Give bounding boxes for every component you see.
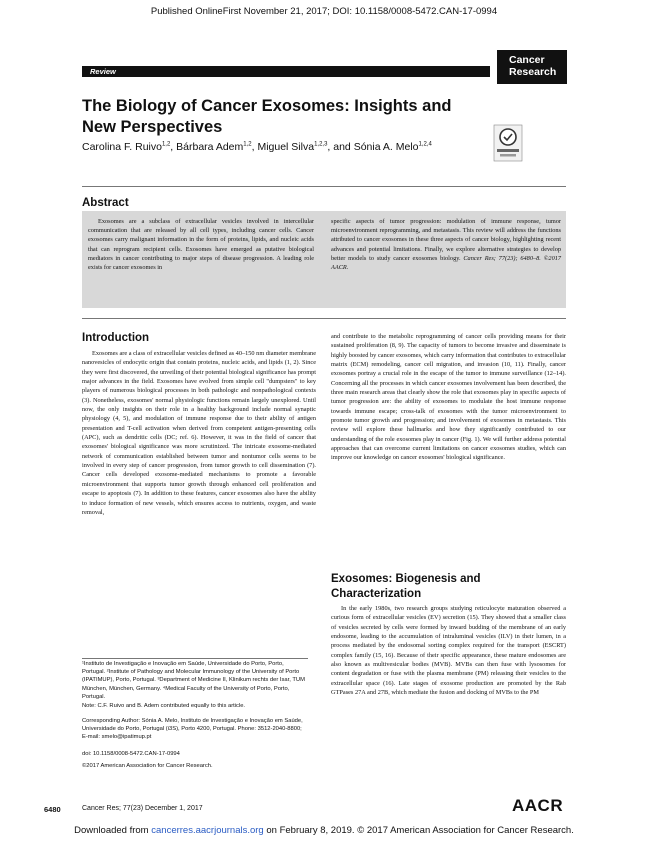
aacr-logo: AACR	[512, 796, 564, 815]
page-number: 6480	[44, 805, 61, 814]
journal-name-line-1: Cancer	[509, 54, 545, 66]
author-name: Miguel Silva	[257, 141, 315, 153]
footnote-doi: doi: 10.1158/0008-5472.CAN-17-0994	[82, 751, 180, 757]
abstract-citation: Cancer Res; 77(23); 6480–8. ©2017 AACR.	[331, 254, 562, 272]
section-heading-introduction: Introduction	[82, 332, 150, 344]
author-affiliation-marker: 1,2	[243, 141, 252, 148]
journal-name	[509, 54, 556, 78]
author-separator: ,	[251, 141, 258, 153]
author-name: Sónia A. Melo	[353, 141, 419, 153]
author-affiliation-marker: 1,2,4	[418, 141, 432, 148]
author-separator: ,	[170, 141, 177, 153]
abstract-left-text: Exosomes are a subclass of extracellular vesicles involved in intercellular communication that are released by all cell types, including cancer cells. Cancer exosomes carry malignant information in the form of proteins, lipids, and nucleic acids that can reprogram recipient cells. Exosomes have emerged as putative biological mediators in cancer contributing to major steps of disease progression. A leading role exists for cancer exosomes in	[88, 218, 314, 272]
footnote-corresponding-author: Corresponding Author: Sónia A. Melo, Instituto de Investigação e Inovação em Saúde, Universidade do Porto, Portugal (i3S), Porto 4200, Portugal. Phone: 3512-2040-8800; E-mail: smelo@ipatimup.pt	[82, 718, 303, 741]
biogenesis-text: In the early 1980s, two research groups studying reticulocyte maturation observed a curious form of extracellular vesicles (EV) secretion (15). They showed that a smaller class of vesicles secreted by cells were formed by inward budding of the membrane of an early endosome, leading to the accumulation of intraluminal vesicles (ILV) in their lumen, in a process mediated by the endosomal sorting complex required for the transport (ESCRT) complex family (15, 16). Because of their specific appearance, these mature endosomes are also known as multivesicular bodies (MVB). MVBs can then fuse with lysosomes for content degradation or fuse with the plasma membrane (PM) releasing their vesicles to the extracellular space (16). Late stages of exosome production are promoted by the Rab GTPases 27A and 27B, which mediate the fusion and docking of MVBs to the PM	[331, 605, 566, 697]
footnote-note: Note: C.F. Ruivo and B. Adem contributed equally to this article.	[82, 703, 246, 709]
author-affiliation-marker: 1,2	[161, 141, 171, 148]
author-name: Carolina F. Ruivo	[82, 141, 162, 153]
article-title: The Biology of Cancer Exosomes: Insights and New Perspectives	[82, 97, 452, 136]
check-updates-icon	[493, 124, 523, 162]
review-bar	[82, 66, 490, 77]
footer-citation: Cancer Res; 77(23) December 1, 2017	[82, 805, 203, 812]
footnote-copyright: ©2017 American Association for Cancer Research.	[82, 763, 213, 769]
divider	[82, 318, 566, 319]
abstract-right-body: specific aspects of tumor progression: modulation of immune response, tumor microenvironment reprogramming, and metastasis. This review will address the functions attributed to cancer exosomes in these three aspects of cancer biology, highlighting recent advances and potential limitations. Finally, we explore alternative strategies to develop better models to study cancer exosomes biology.	[331, 218, 561, 262]
abstract-right-text	[331, 217, 561, 272]
journal-name-line-2: Research	[509, 66, 557, 78]
footnote-affiliations: ¹Instituto de Investigação e Inovação em Saúde, Universidade do Porto, Porto, Portugal. ²Institute of Pathology and Molecular Immunology of the University of Porto (IPATIMUP), Porto, Portugal. ³Department of Medicine II, Klinikum rechts der Isar, TUM München, München, Germany. ⁴Medical Faculty of the University of Porto, Porto, Portugal.	[82, 661, 305, 700]
footnote-divider	[82, 658, 308, 659]
author-name: Bárbara Adem	[176, 141, 244, 153]
review-label: Review	[90, 67, 116, 76]
check-for-updates-badge[interactable]	[493, 124, 523, 162]
divider	[82, 186, 566, 187]
section-heading-biogenesis: Exosomes: Biogenesis and Characterization	[331, 573, 481, 600]
published-online-line: Published OnlineFirst November 21, 2017; DOI: 10.1158/0008-5472.CAN-17-0994	[150, 6, 498, 17]
journal-link[interactable]: cancerres.aacrjournals.org	[151, 825, 264, 836]
abstract-heading: Abstract	[82, 197, 129, 209]
download-line	[0, 825, 648, 836]
right-column-text: and contribute to the metabolic reprogramming of cancer cells providing means for their sustained proliferation (8, 9). The capacity of tumors to become invasive and disseminate is highly boosted by cancer exosomes, which carry information that contributes to extracellular matrix (ECM) remodeling, cancer cell migration, and invasion (10, 11). Finally, cancer exosomes portray a crucial role in the escape of the tumor to immune surveillance (12–14). Concerning all the processes in which cancer exosomes involvement has been described, the three main research areas that clearly show the role that exosomes play in specific aspects of tumor progression are: the ability of exosomes to modulate the host immune response towards immune escape; cross-talk of exosomes with the tumor microenvironment to promote tumor growth and progression; and involvement of exosomes in metastasis. This review will explore these hallmarks and how they significantly contributed to our understanding of the role exosomes play in cancer (Fig. 1). We will further address potential approaches that can overcome current limitations on cancer exosomes studies, which can improve our knowledge on cancer exosomes' biological significance.	[331, 333, 566, 462]
author-list	[82, 141, 502, 153]
introduction-text: Exosomes are a class of extracellular vesicles defined as 40–150 nm diameter membrane nanovesicles of endocytic origin that contain proteins, nucleic acids, and lipids (1, 2). Since they were first discovered, the unveiling of their potential biological significance has prompt major advances in the field. Exosomes have evolved from simple cell "dumpsters" to key players of numerous biological processes in both pathologic and nonpathological contexts (3). Nonetheless, exosomes' normal physiologic functions remain largely unexplored. Until now, the only insights on their role in a healthy background include normal synaptic physiology (4, 5), and modulation of immune response due to their ability of antigen presentation and T-cell activation when derived from competent antigen-presenting cells (APC), such as dendritic cells (DC; ref. 6). However, it was in the field of cancer that exosomes' biological significance was more scrutinized. The intricate exosome-mediated network of communication established between tumor and nontumor cells seems to be involved in every step of cancer progression, from tumor growth to cell dissemination (7). Cancer cells developed exosome-mediated mechanisms to promote a favorable microenvironment that supports tumor growth through enhanced cell proliferation and escape to apoptosis (7). In addition to these features, cancer exosomes also have the ability to induce formation of new vessels, which ensures access to nutrients, oxygen, and waste removal,	[82, 350, 316, 516]
author-separator: , and	[327, 141, 354, 153]
author-affiliation-marker: 1,2,3	[314, 141, 328, 148]
download-prefix: Downloaded from	[74, 825, 152, 836]
download-suffix: on February 8, 2019. © 2017 American Association for Cancer Research.	[263, 825, 574, 836]
